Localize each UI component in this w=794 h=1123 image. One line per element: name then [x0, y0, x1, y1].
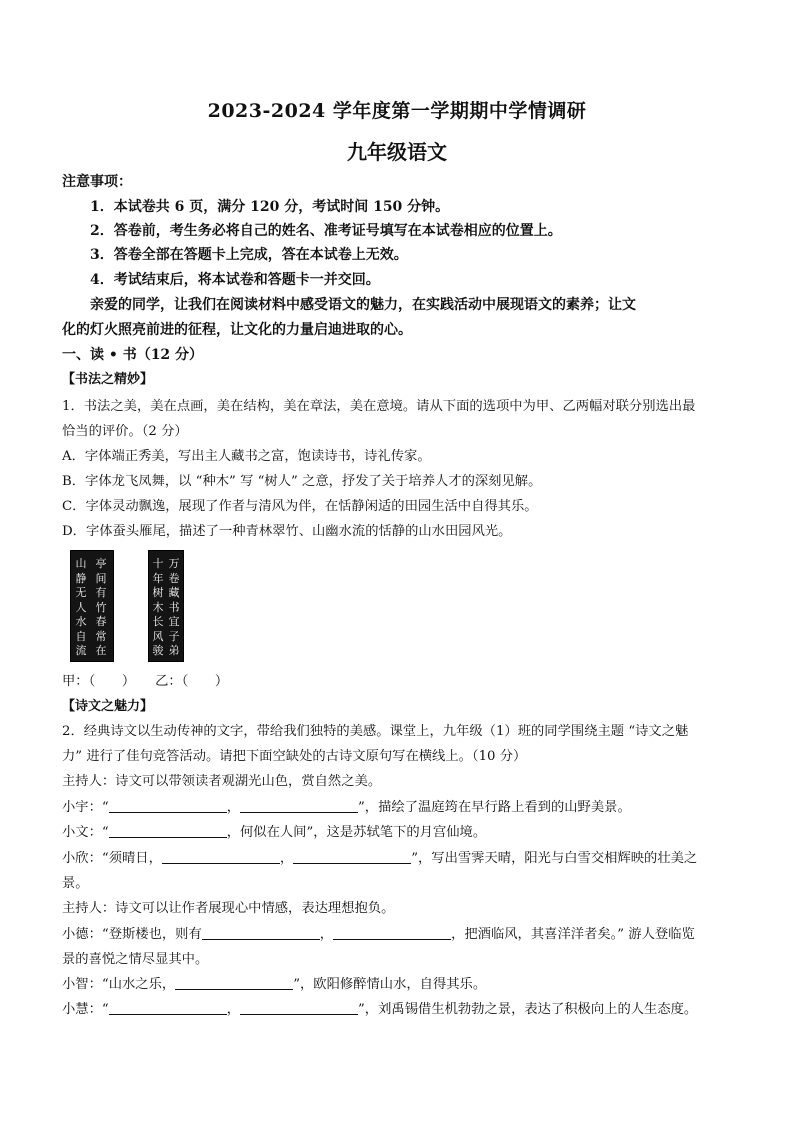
option-d: D．字体蚕头雁尾，描述了一种青林翠竹、山幽水流的恬静的山水田园风光。: [62, 524, 512, 539]
answer-blank[interactable]: [240, 798, 358, 813]
couplet-yi-left-column: 十年树木长风骏: [152, 557, 164, 657]
xiaode-prefix: 小德：“登斯楼也，则有: [62, 927, 202, 942]
host-line-2: 主持人：诗文可以让作者展现心中情感，表达理想抱负。: [62, 901, 395, 916]
answer-blank[interactable]: [109, 798, 227, 813]
part1-title: 【书法之精妙】: [62, 372, 154, 387]
xiaode-line: [62, 925, 695, 945]
exam-subject: 九年级语文: [347, 140, 447, 164]
xiaoxin-prefix: 小欣：“须晴日，: [62, 851, 162, 866]
xiaode-sep: ，: [319, 927, 334, 942]
xiaozhi-line: [62, 975, 486, 995]
q2-line-2: 力” 进行了佳句竞答活动。请把下面空缺处的古诗文原句写在横线上。（10 分）: [62, 749, 527, 764]
q1-answer-line: 甲：（ ） 乙：（ ）: [62, 674, 229, 689]
couplet-image-yi: [148, 550, 184, 662]
intro-line-1: 亲爱的同学，让我们在阅读材料中感受语文的魅力，在实践活动中展现语文的素养；让文: [90, 297, 636, 313]
option-b: B．字体龙飞凤舞，以 “种木” 写 “树人” 之意，抒发了关于培养人才的深刻见解。: [62, 474, 542, 489]
notice-item-3: 3．答卷全部在答题卡上完成，答在本试卷上无效。: [90, 247, 408, 263]
exam-title: 2023-2024 学年度第一学期期中学情调研: [207, 100, 587, 122]
xiaoyu-line: [62, 798, 631, 818]
xiaode-line-2: 景的喜悦之情尽显其中。: [62, 952, 209, 967]
xiaoxin-line: [62, 849, 697, 869]
xiaoyu-prefix: 小宇：“: [62, 800, 109, 815]
xiaoxin-line-2: 景。: [62, 876, 89, 891]
xiaoyu-sep: ，: [226, 800, 240, 815]
answer-blank[interactable]: [162, 849, 280, 864]
host-line-1: 主持人：诗文可以带领读者观湖光山色，赏自然之美。: [62, 774, 382, 789]
couplet-jia-right-column: 亭间有竹春常在: [95, 557, 107, 657]
notice-item-1: 1．本试卷共 6 页，满分 120 分，考试时间 150 分钟。: [90, 199, 450, 215]
xiaohui-line: [62, 1000, 697, 1020]
xiaohui-suffix: ”，刘禹锡借生机勃勃之景，表达了积极向上的人生态度。: [358, 1002, 698, 1017]
xiaowen-line: [62, 823, 486, 843]
answer-blank[interactable]: [109, 823, 227, 838]
option-c: C．字体灵动飘逸，展现了作者与清风为伴，在恬静闲适的田园生活中自得其乐。: [62, 499, 538, 514]
q2-line-1: 2．经典诗文以生动传神的文字，带给我们独特的美感。课堂上，九年级（1）班的同学围绕主题 “诗文之魅: [62, 724, 689, 739]
couplet-image-jia: [70, 550, 114, 662]
xiaoxin-sep: ，: [279, 851, 294, 866]
notice-heading: 注意事项：: [62, 174, 132, 190]
q1-line-1: 1．书法之美，美在点画，美在结构，美在章法，美在意境。请从下面的选项中为甲、乙两幅对联分别选出最: [62, 399, 696, 414]
xiaoyu-suffix: ”，描绘了温庭筠在早行路上看到的山野美景。: [358, 800, 631, 815]
answer-blank[interactable]: [240, 1000, 358, 1015]
q1-line-2: 恰当的评价。（2 分）: [62, 424, 188, 439]
notice-item-4: 4．考试结束后，将本试卷和答题卡一并交回。: [90, 272, 380, 288]
xiaode-suffix: ，把酒临风，其喜洋洋者矣。” 游人登临览: [451, 927, 695, 942]
xiaozhi-prefix: 小智：“山水之乐，: [62, 977, 176, 992]
intro-line-2: 化的灯火照亮前进的征程，让文化的力量启迪进取的心。: [62, 322, 412, 338]
part2-title: 【诗文之魅力】: [62, 699, 154, 714]
xiaohui-prefix: 小慧：“: [62, 1002, 109, 1017]
xiaoxin-suffix: ”，写出雪霁天晴，阳光与白雪交相辉映的壮美之: [411, 851, 698, 866]
option-a: A．字体端正秀美，写出主人藏书之富，饱读诗书，诗礼传家。: [62, 449, 431, 464]
couplet-jia-left-column: 山静无人水自流: [75, 557, 87, 657]
notice-item-2: 2．答卷前，考生务必将自己的姓名、准考证号填写在本试卷相应的位置上。: [90, 223, 562, 239]
xiaohui-sep: ，: [226, 1002, 240, 1017]
answer-blank[interactable]: [333, 925, 451, 940]
answer-blank[interactable]: [202, 925, 320, 940]
answer-blank[interactable]: [293, 849, 411, 864]
section-heading: 一、读 • 书（12 分）: [62, 347, 204, 363]
xiaowen-prefix: 小文：“: [62, 825, 109, 840]
answer-blank[interactable]: [109, 1000, 227, 1015]
xiaowen-suffix: ，何似在人间”，这是苏轼笔下的月宫仙境。: [226, 825, 487, 840]
xiaozhi-suffix: ”，欧阳修醉情山水，自得其乐。: [293, 977, 487, 992]
answer-blank[interactable]: [175, 975, 293, 990]
couplet-yi-right-column: 万卷藏书宜子弟: [168, 557, 180, 657]
